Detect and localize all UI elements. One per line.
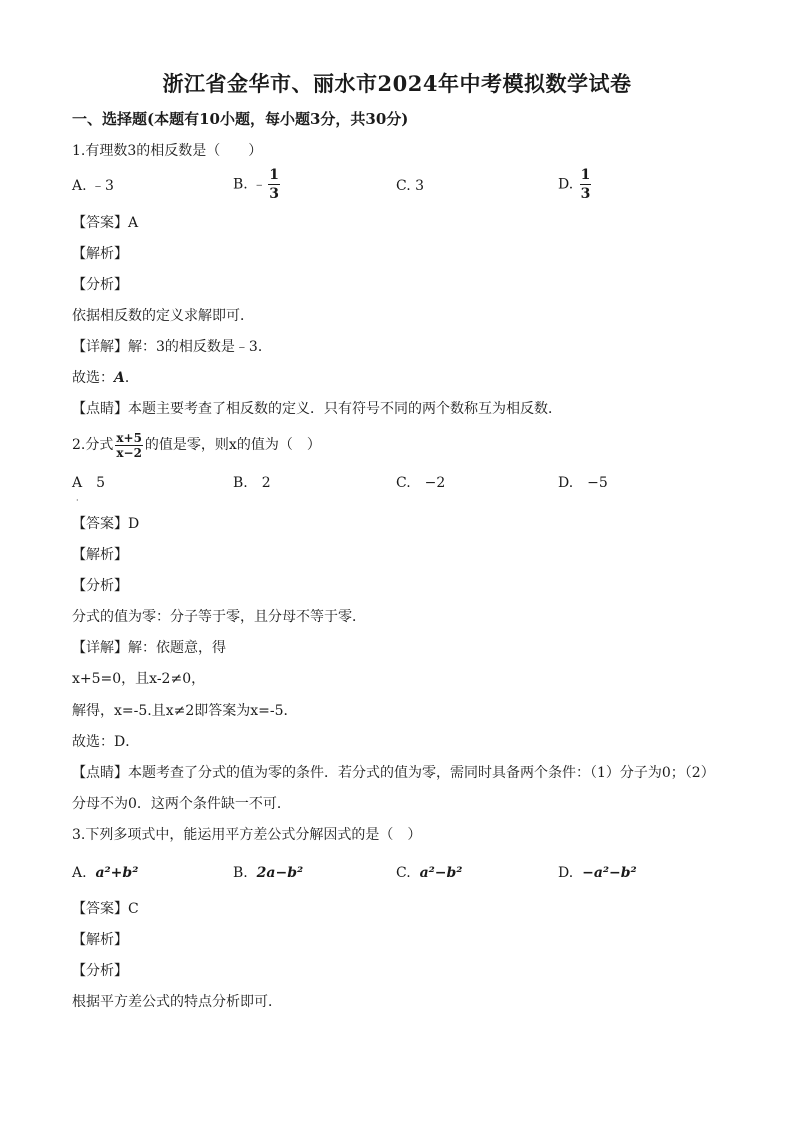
q1-option-b-fraction [268,166,280,203]
q2-dianjing-tag: 【点睛】 [72,765,128,781]
q2-fenxi: 【分析】 [72,578,128,594]
q3-question: 3.下列多项式中，能运用平方差公式分解因式的是（ ） [72,827,422,843]
q1-choose-letter: A [114,370,125,386]
q2-option-d: D. −5 [558,475,608,491]
q1-option-d-fraction [580,166,592,203]
q3-fenxi-text: 根据平方差公式的特点分析即可． [72,994,282,1010]
q2-prefix: 2.分式 [72,437,114,453]
q2-line2: 解得，x=-5.且x≠2即答案为x=-5． [72,703,298,719]
q1-choose [72,369,139,387]
q2-detail [72,639,226,657]
q3-option-b-label: B. [233,865,248,881]
q1-option-c: C. 3 [396,178,425,194]
q1-dianjing-text: 本题主要考查了相反数的定义．只有符号不同的两个数称互为相反数． [128,401,562,417]
q2-option-c: C. −2 [396,475,446,491]
q2-denominator: x−2 [116,445,142,460]
q1-option-b-numerator: 1 [269,167,279,183]
q2-option-a-dot: · [76,496,79,505]
q1-detail-tag: 【详解】 [72,339,128,355]
q3-option-b [233,864,303,882]
q3-option-c-expr: a²−b² [419,865,463,881]
q1-dianjing-tag: 【点睛】 [72,401,128,417]
q2-dianjing [72,764,715,782]
q2-fraction [115,431,143,460]
q1-option-b-denominator: 3 [269,186,279,202]
q1-detail [72,338,272,356]
q2-option-b: B. 2 [233,475,271,491]
q2-choose: 故选：D． [72,734,140,750]
q3-option-d-label: D. [558,865,574,881]
q1-fenxi-text: 依据相反数的定义求解即可． [72,308,254,324]
q3-answer: 【答案】C [72,901,139,917]
q3-option-d-expr: −a²−b² [582,865,637,881]
q1-question: 1.有理数3的相反数是（ ） [72,143,263,159]
q2-numerator: x+5 [116,430,142,445]
section-heading: 一、选择题(本题有10小题，每小题3分，共30分) [72,110,409,128]
q1-option-b-prefix: B. ﹣ [233,176,267,193]
q2-dianjing-text2: 分母不为0．这两个条件缺一不可． [72,796,291,812]
q2-jiexi: 【解析】 [72,547,128,563]
q1-fenxi: 【分析】 [72,277,128,293]
q1-option-d-prefix: D. [558,176,574,193]
q1-option-b [233,166,282,203]
q3-option-a-expr: a²+b² [95,865,139,881]
q1-option-a: A. ﹣3 [72,178,114,194]
q3-option-d [558,864,637,882]
q3-option-a-label: A. [72,865,87,881]
q2-detail-tag: 【详解】 [72,640,128,656]
q2-suffix: 的值是零，则x的值为（ ） [144,437,321,453]
q2-fenxi-text: 分式的值为零：分子等于零，且分母不等于零． [72,609,366,625]
q1-jiexi: 【解析】 [72,246,128,262]
q2-detail-text: 解：依题意，得 [128,640,226,656]
q1-choose-prefix: 故选： [72,370,114,386]
q1-detail-text: 解：3的相反数是﹣3． [128,339,272,355]
q3-option-b-expr: 2a−b² [256,865,304,881]
q1-option-d [558,166,593,203]
q3-option-c [396,864,462,882]
q2-line1: x+5=0，且x-2≠0， [72,671,206,687]
q3-fenxi: 【分析】 [72,963,128,979]
q3-option-c-label: C. [396,865,411,881]
q3-option-a [72,864,138,882]
q1-dianjing [72,400,562,418]
q2-option-a: A 5 [72,475,106,491]
q2-dianjing-text: 本题考查了分式的值为零的条件．若分式的值为零，需同时具备两个条件：（1）分子为0；（2） [128,765,715,781]
q3-jiexi: 【解析】 [72,932,128,948]
q2-question [72,430,321,460]
q1-option-d-denominator: 3 [580,186,591,202]
q1-option-d-numerator: 1 [580,167,591,183]
exam-title: 浙江省金华市、丽水市2024年中考模拟数学试卷 [162,71,632,96]
q1-answer: 【答案】A [72,215,139,231]
q1-choose-suffix: ． [124,370,139,386]
q2-answer: 【答案】D [72,516,140,532]
